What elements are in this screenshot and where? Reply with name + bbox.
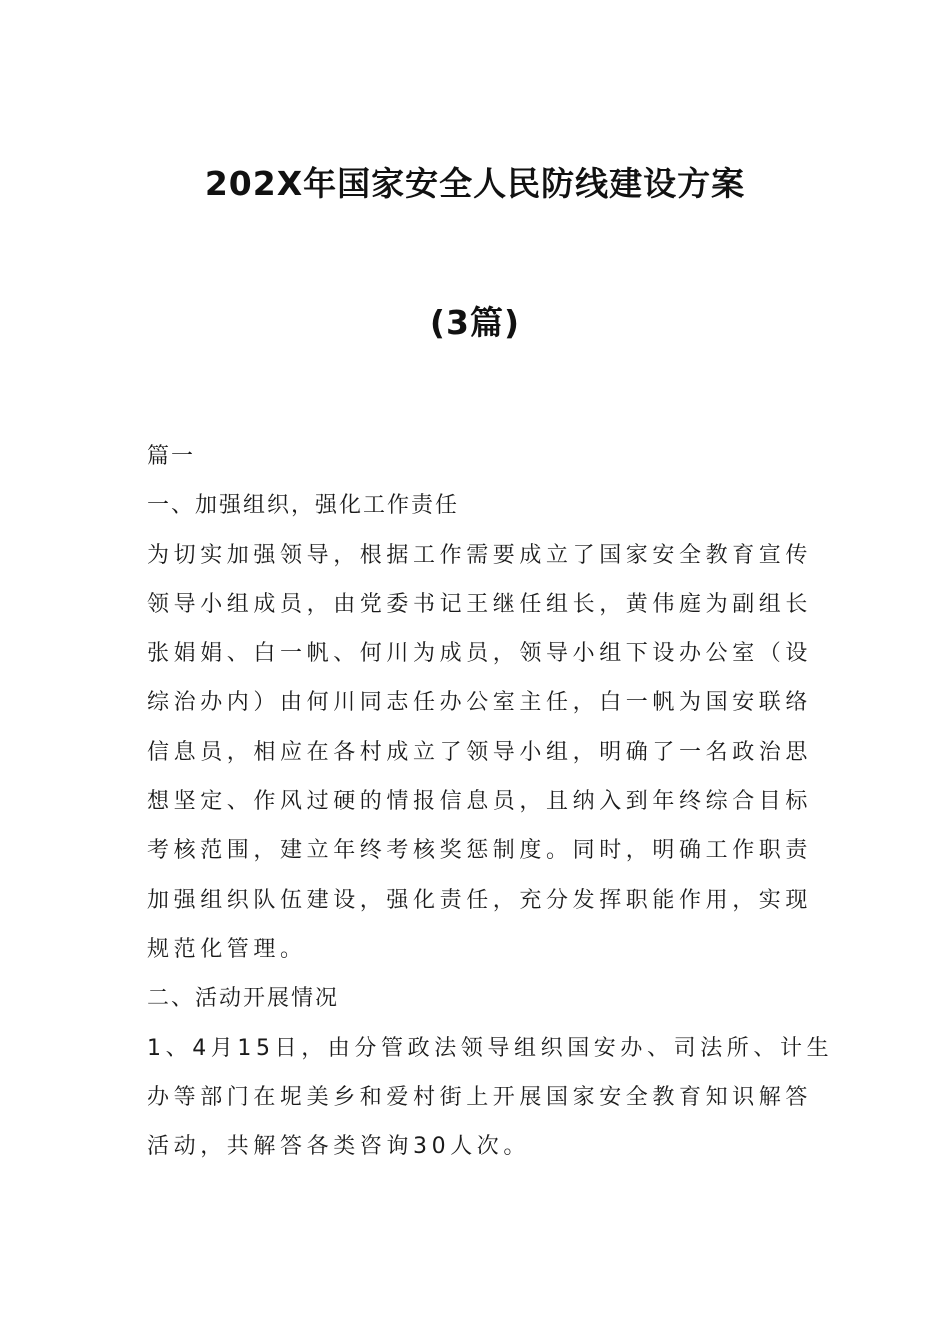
paragraph-line: 考核范围，建立年终考核奖惩制度。同时，明确工作职责 [147, 838, 813, 864]
paragraph-line: 加强组织队伍建设，强化责任，充分发挥职能作用，实现 [147, 887, 813, 913]
paragraph-line: 张娟娟、白一帆、何川为成员，领导小组下设办公室（设 [147, 641, 813, 667]
paragraph-line: 活动，共解答各类咨询30人次。 [147, 1134, 530, 1160]
paragraph-line: 综治办内）由何川同志任办公室主任，白一帆为国安联络 [147, 690, 813, 716]
section-heading: 二、活动开展情况 [147, 986, 340, 1012]
section-label: 篇一 [147, 444, 196, 469]
paragraph-line: 想坚定、作风过硬的情报信息员，且纳入到年终综合目标 [147, 789, 813, 815]
paragraph-line: 规范化管理。 [147, 936, 307, 962]
section-heading: 一、加强组织，强化工作责任 [147, 493, 460, 519]
paragraph-line: 1、4月15日，由分管政法领导组织国安办、司法所、计生 [147, 1035, 834, 1061]
document-title: 202X年国家安全人民防线建设方案 [204, 164, 746, 203]
paragraph-line: 领导小组成员，由党委书记王继任组长，黄伟庭为副组长 [147, 591, 813, 617]
document-body [147, 432, 834, 1171]
paragraph-line: 办等部门在坭美乡和爱村街上开展国家安全教育知识解答 [147, 1084, 813, 1110]
paragraph-line: 为切实加强领导，根据工作需要成立了国家安全教育宣传 [147, 542, 813, 568]
document-subtitle: (3篇) [429, 303, 521, 342]
paragraph-line: 信息员，相应在各村成立了领导小组，明确了一名政治思 [147, 739, 813, 765]
